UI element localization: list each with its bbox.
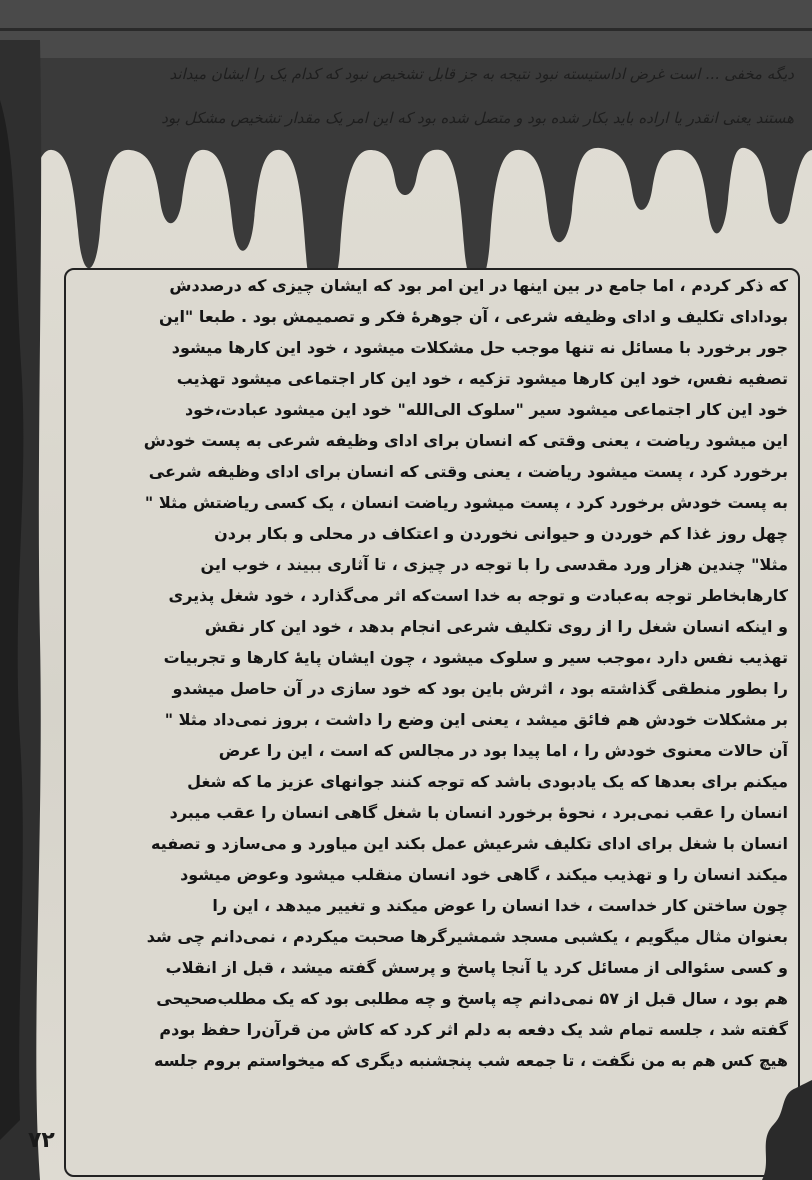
- text-line: و اینکه انسان شغل را از روی تکلیف شرعی انجام بدهد ، خود این کار نقش: [204, 617, 788, 636]
- text-line: را بطور منطقی گذاشته بود ، اثرش باین بود که خود سازی در آن حاصل میشدو: [172, 679, 788, 698]
- text-line: تهذیب نفس دارد ،موجب سیر و سلوک میشود ، چون ایشان پایهٔ کارها و تجربیات: [163, 648, 788, 667]
- text-line: خود این کار اجتماعی میشود سیر "سلوک الی‌الله" خود این میشود عبادت،خود: [184, 400, 788, 419]
- text-line: جور برخورد با مسائل نه تنها موجب حل مشکلات میشود ، خود این کارها میشود: [171, 338, 788, 357]
- text-line: چهل روز غذا کم خوردن و حیوانی نخوردن و اعتکاف در محلی و بکار بردن: [214, 524, 788, 543]
- text-line: آن حالات معنوی خودش را ، اما پیدا بود در مجالس که است ، این را عرض: [218, 741, 788, 760]
- header-handwritten-note-line-2: هستند یعنی انقدر یا اراده باید بکار شده بود و متصل شده بود که این امر یک مقدار تشخیص مشکل بود: [161, 109, 794, 127]
- text-line: بر مشکلات خودش هم فائق میشد ، یعنی این وضع را داشت ، بروز نمی‌داد مثلا ": [164, 710, 788, 729]
- text-line: و کسی سئوالی از مسائل کرد یا آنجا پاسخ و پرسش گفته میشد ، قبل از انقلاب: [165, 958, 788, 977]
- text-line: برخورد کرد ، پست میشود ریاضت ، یعنی وقتی که انسان برای ادای وظیفه شرعی: [148, 462, 788, 481]
- text-line: هیچ کس هم به من نگفت ، تا جمعه شب پنجشنبه دیگری که میخواستم بروم جلسه: [153, 1051, 788, 1070]
- text-line: انسان را عقب نمی‌برد ، نحوهٔ برخورد انسان با شغل گاهی انسان را عقب میبرد: [169, 803, 788, 822]
- text-line: گفته شد ، جلسه تمام شد یک دفعه به دلم اثر کرد که کاش من قرآن‌را حفظ بودم: [159, 1020, 788, 1039]
- text-line: هم بود ، سال قبل از ۵۷ نمی‌دانم چه پاسخ و چه مطلبی بود که یک مطلب‌صحیحی: [156, 989, 788, 1008]
- header-handwritten-note-line-1: دیگه مخفی ... است غرض اداستیسته نبود نتیجه به جز قابل تشخیص نبود که کدام یک را ایشان میداند: [169, 65, 794, 83]
- text-line: مثلا" چندین هزار ورد مقدسی را با توجه در چیزی ، تا آثاری ببیند ، خوب این: [200, 555, 788, 574]
- text-line: به پست خودش برخورد کرد ، پست میشود ریاضت انسان ، یک کسی ریاضتش مثلا ": [144, 493, 788, 512]
- text-line: میکنم برای بعدها که یک یادبودی باشد که توجه کنند جوانهای عزیز ما که شغل: [187, 772, 788, 791]
- text-line: این میشود ریاضت ، یعنی وقتی که انسان برای ادای وظیفه شرعی به پست خودش: [143, 431, 788, 450]
- text-line: تصفیه نفس، خود این کارها میشود تزکیه ، خود این کار اجتماعی میشود تهذیب: [176, 369, 788, 388]
- text-line: انسان با شغل برای ادای تکلیف شرعیش عمل بکند این میاورد و می‌سازد و تصفیه: [150, 834, 788, 853]
- text-line: که ذکر کردم ، اما جامع در بین اینها در این امر بود که ایشان چیزی که درصددش: [169, 276, 788, 295]
- left-frame-ink: [0, 40, 52, 1180]
- text-line: میکند انسان را و تهذیب میکند ، گاهی خود انسان منقلب میشود وعوض میشود: [180, 865, 788, 884]
- text-line: بعنوان مثال میگویم ، یکشبی مسجد شمشیرگرها صحبت میکردم ، نمی‌دانم چی شد: [146, 927, 788, 946]
- text-line: بودادای تکلیف و ادای وظیفه شرعی ، آن جوهرهٔ فکر و تصمیمش بود . طبعا "این: [159, 307, 788, 326]
- corner-ink-ornament: [752, 1080, 812, 1180]
- page-number: ۷۲: [28, 1128, 55, 1153]
- text-line: کارهابخاطر توجه به‌عبادت و توجه به خدا است‌که اثر می‌گذارد ، خود شغل پذیری: [168, 586, 788, 605]
- text-line: چون ساختن کار خداست ، خدا انسان را عوض میکند و تغییر میدهد ، این را: [212, 896, 788, 915]
- body-text: [88, 270, 788, 1076]
